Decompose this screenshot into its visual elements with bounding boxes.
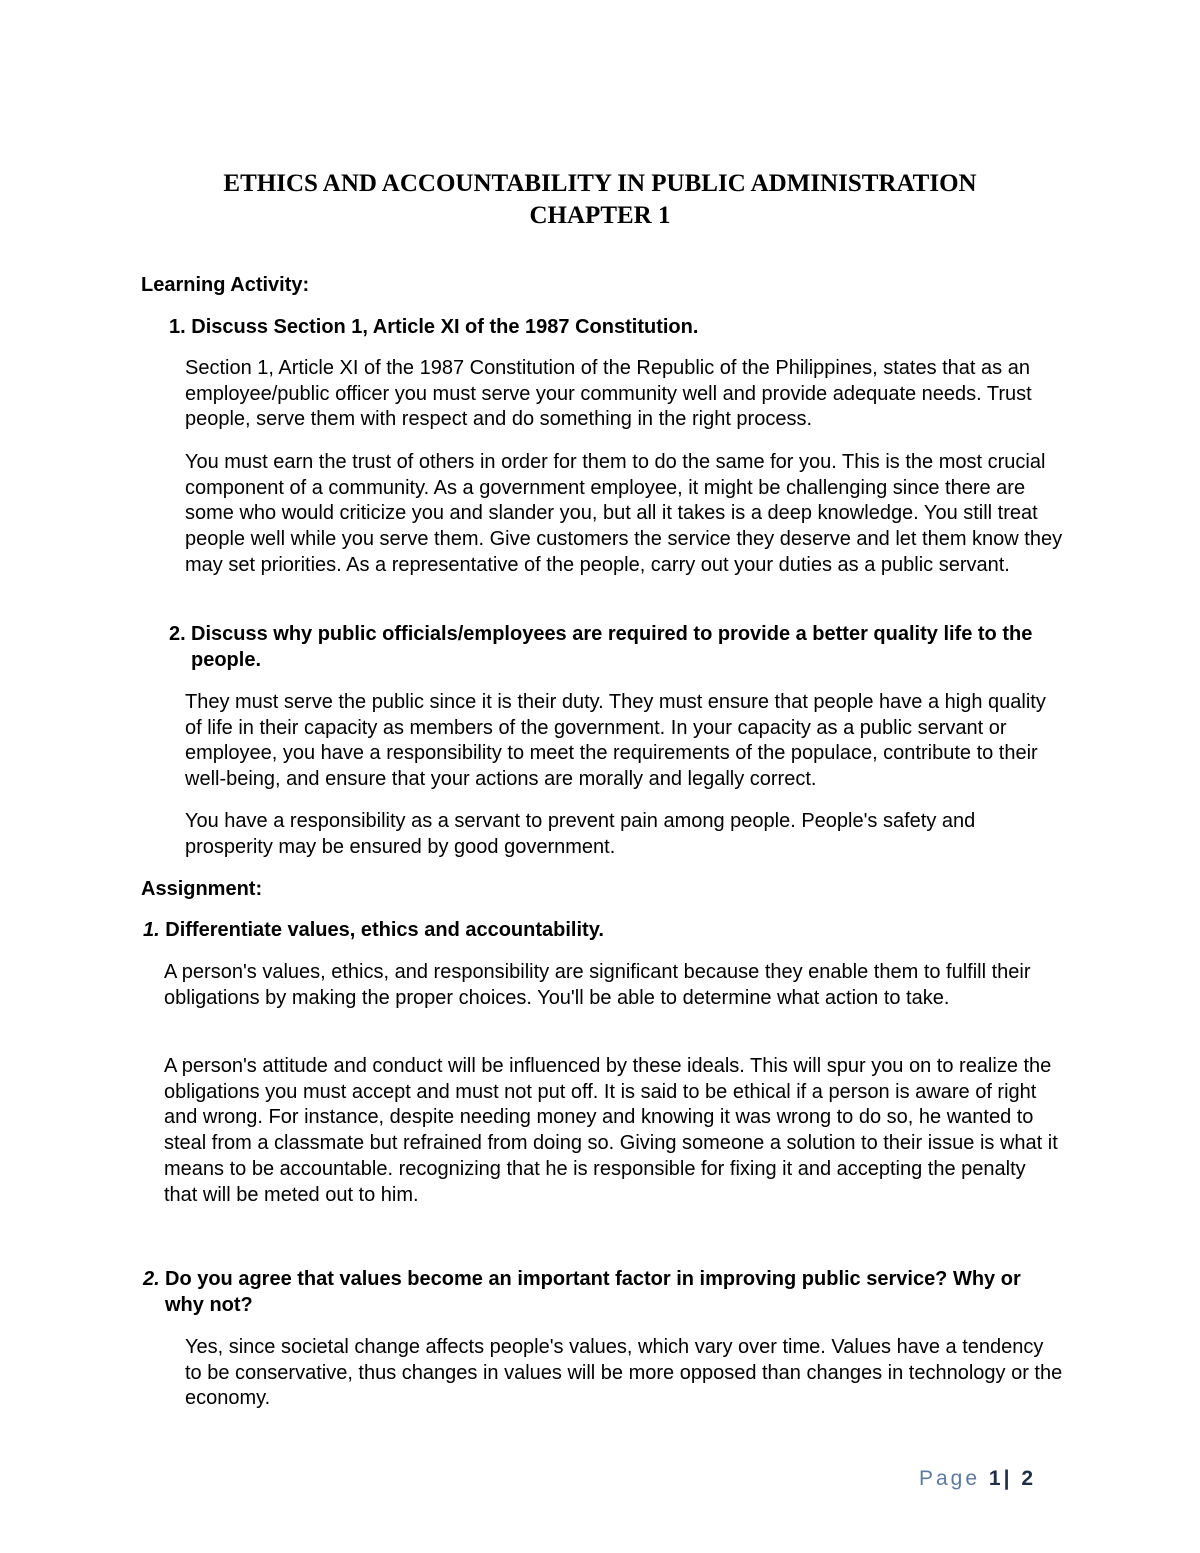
la-answer-1-paragraph-2: You must earn the trust of others in order for them to do the same for you. This is the most crucial component of a community. As a government employee, it might be challenging since there are some who would criticize you and slander you, but all it takes is a deep knowledge. You still treat people well while you serve them. Give customers the service they deserve and let them know they may set priorities. As a representative of the people, carry out your duties as a public servant. [185, 451, 1063, 576]
as-answer-2-paragraph-1: Yes, since societal change affects people's values, which vary over time. Values have a tendency to be conservative, thus changes in values will be more opposed than changes in technology or the economy. [185, 1336, 1063, 1410]
la-question-2 [169, 622, 1049, 673]
chapter-title: CHAPTER 1 [529, 202, 671, 229]
la-answer-1-paragraph-1: Section 1, Article XI of the 1987 Constitution of the Republic of the Philippines, states that as an employee/public officer you must serve your community well and provide adequate needs. Trust people, serve them with respect and do something in the right process. [185, 357, 1032, 431]
as-question-2 [143, 1267, 1023, 1318]
as-question-1-number: 1. [143, 919, 160, 941]
la-answer-2-paragraph-2: You have a responsibility as a servant to prevent pain among people. People's safety and prosperity may be ensured by good government. [185, 810, 976, 858]
learning-activity-heading: Learning Activity: [141, 274, 310, 296]
page-number-current: 1 [988, 1467, 1004, 1490]
page-number-total: 2 [1021, 1467, 1036, 1490]
as-question-1 [143, 918, 1043, 944]
page-number-label: Page [919, 1467, 981, 1490]
as-question-1-text: Differentiate values, ethics and accountability. [165, 919, 604, 941]
la-question-2-number: 2. [169, 623, 186, 645]
as-answer-1-paragraph-1: A person's values, ethics, and responsibility are significant because they enable them to fulfill their obligations by making the proper choices. You'll be able to determine what action to take. [164, 961, 1031, 1009]
document-title: ETHICS AND ACCOUNTABILITY IN PUBLIC ADMINISTRATION [223, 170, 977, 197]
as-answer-1-paragraph-2: A person's attitude and conduct will be influenced by these ideals. This will spur you on to realize the obligations you must accept and must not put off. It is said to be ethical if a person is aware of right and wrong. For instance, despite needing money and knowing it was wrong to do so, he wanted to steal from a classmate but refrained from doing so. Giving someone a solution to their issue is what it means to be accountable. recognizing that he is responsible for fixing it and accepting the penalty that will be meted out to him. [164, 1055, 1058, 1206]
as-question-2-text: Do you agree that values become an important factor in improving public service? Why or why not? [165, 1268, 1021, 1316]
as-question-2-number: 2. [143, 1268, 160, 1290]
page-number-separator: | [1003, 1467, 1013, 1490]
la-answer-2-paragraph-1: They must serve the public since it is their duty. They must ensure that people have a high quality of life in their capacity as members of the government. In your capacity as a public servant or employee, you have a responsibility to meet the requirements of the populace, contribute to their well-being, and ensure that your actions are morally and legally correct. [185, 691, 1046, 791]
la-question-2-text: Discuss why public officials/employees are required to provide a better quality life to the people. [191, 623, 1033, 671]
la-question-1-text: Discuss Section 1, Article XI of the 1987 Constitution. [191, 316, 699, 338]
la-question-1-number: 1. [169, 316, 186, 338]
assignment-heading: Assignment: [141, 878, 263, 900]
la-question-1 [169, 315, 1069, 341]
page-number [919, 1467, 1036, 1491]
